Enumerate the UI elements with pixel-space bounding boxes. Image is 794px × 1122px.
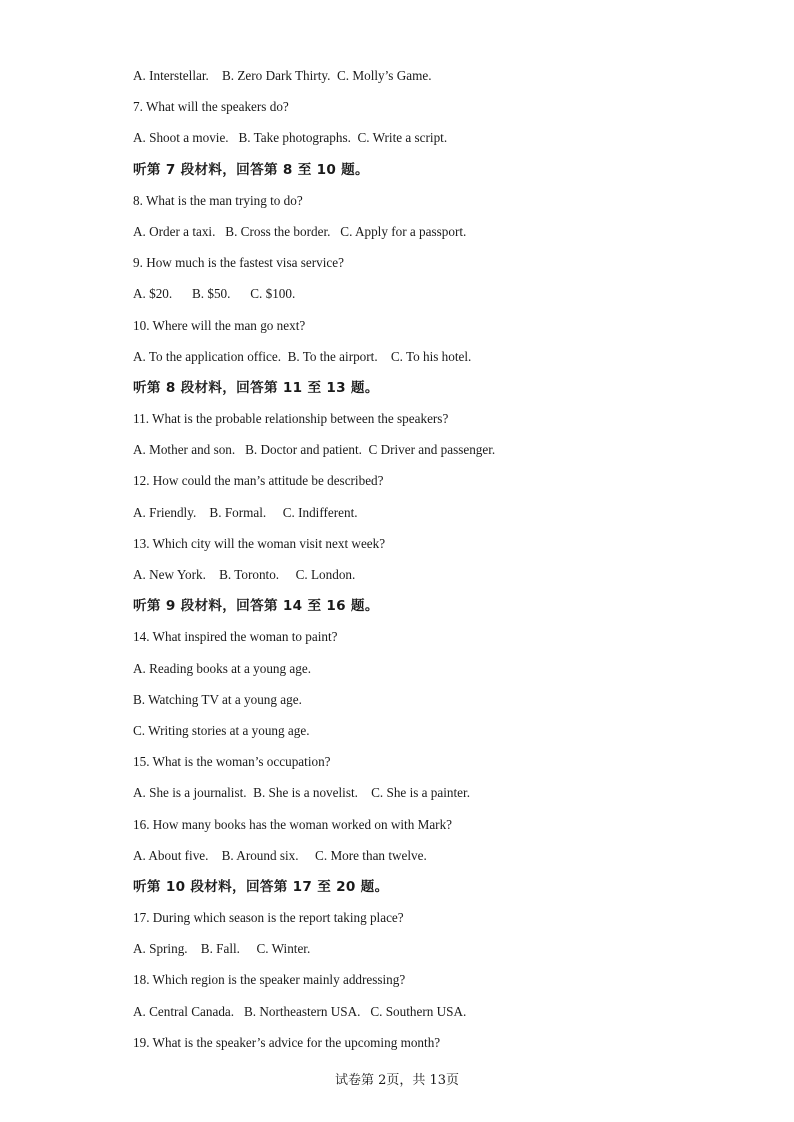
answer-options: A. Central Canada. B. Northeastern USA. C. Southern USA. (133, 1003, 467, 1019)
page-footer: 试卷第 2页，共 13页 (334, 1073, 460, 1088)
answer-options: A. To the application office. B. To the airport. C. To his hotel. (133, 348, 472, 364)
question-17: 17. During which season is the report taking place? (133, 910, 404, 926)
answer-option: B. Watching TV at a young age. (133, 691, 302, 707)
question-19: 19. What is the speaker’s advice for the upcoming month? (133, 1034, 441, 1050)
question-10: 10. Where will the man go next? (133, 317, 306, 333)
section-heading-8: 听第 8 段材料，回答第 11 至 13 题。 (133, 379, 379, 396)
question-8: 8. What is the man trying to do? (133, 192, 303, 208)
question-18: 18. Which region is the speaker mainly addressing? (133, 972, 406, 988)
question-15: 15. What is the woman’s occupation? (133, 754, 331, 770)
answer-options: A. Mother and son. B. Doctor and patient. C Driver and passenger. (133, 442, 496, 458)
answer-options: A. Spring. B. Fall. C. Winter. (133, 941, 311, 957)
answer-options: A. $20. B. $50. C. $100. (133, 286, 296, 302)
answer-options: A. About five. B. Around six. C. More than twelve. (133, 847, 427, 863)
question-7: 7. What will the speakers do? (133, 99, 289, 115)
document-body (133, 64, 753, 1062)
answer-options: A. New York. B. Toronto. C. London. (133, 567, 356, 582)
answer-options: A. Interstellar. B. Zero Dark Thirty. C. Molly’s Game. (133, 68, 432, 83)
answer-options: A. Friendly. B. Formal. C. Indifferent. (133, 504, 358, 520)
question-16: 16. How many books has the woman worked on with Mark? (133, 816, 453, 832)
section-heading-7: 听第 7 段材料，回答第 8 至 10 题。 (133, 161, 369, 178)
answer-options: A. Order a taxi. B. Cross the border. C. Apply for a passport. (133, 223, 467, 239)
section-heading-9: 听第 9 段材料，回答第 14 至 16 题。 (133, 598, 379, 615)
answer-options: A. She is a journalist. B. She is a novelist. C. She is a painter. (133, 785, 470, 801)
answer-options: A. Shoot a movie. B. Take photographs. C. Write a script. (133, 130, 448, 146)
answer-option: A. Reading books at a young age. (133, 660, 311, 676)
question-12: 12. How could the man’s attitude be described? (133, 473, 384, 489)
question-9: 9. How much is the fastest visa service? (133, 255, 344, 271)
answer-option: C. Writing stories at a young age. (133, 722, 310, 738)
question-13: 13. Which city will the woman visit next week? (133, 535, 386, 551)
section-heading-10: 听第 10 段材料，回答第 17 至 20 题。 (133, 878, 389, 895)
question-11: 11. What is the probable relationship between the speakers? (133, 411, 449, 427)
question-14: 14. What inspired the woman to paint? (133, 629, 338, 645)
